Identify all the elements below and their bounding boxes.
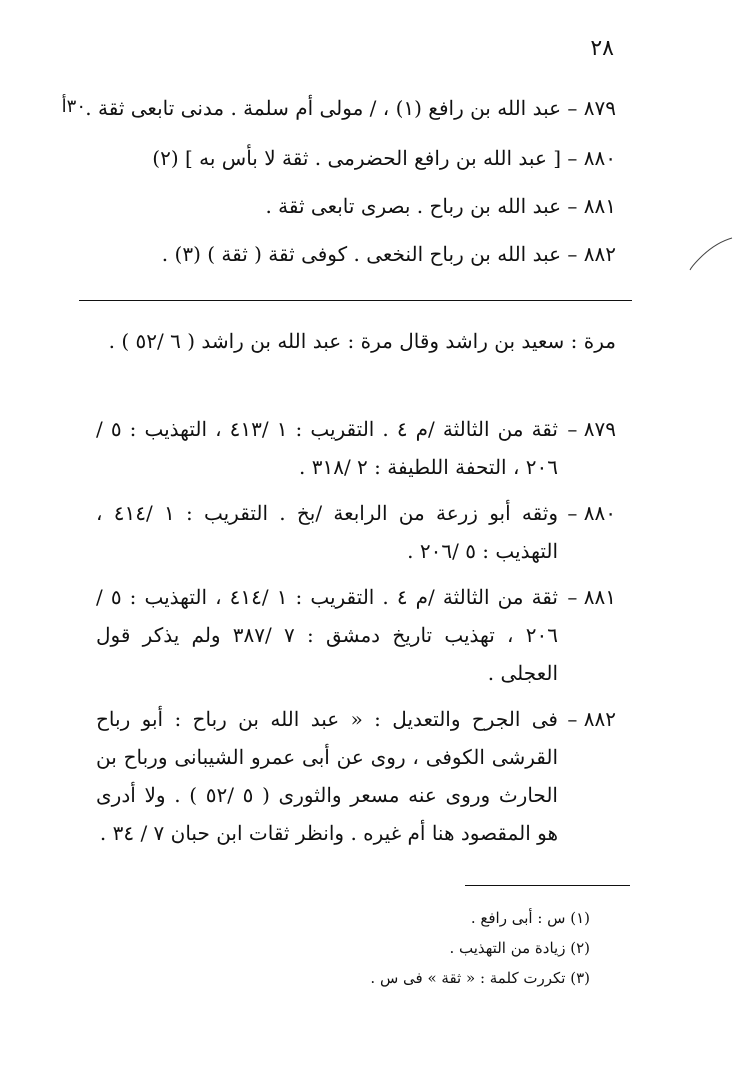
margin-folio-note: ٣٠أ xyxy=(61,96,86,117)
note-2: (٢) زيادة من التهذيب . xyxy=(449,939,590,957)
footnote-number: ٨٨١ – xyxy=(567,585,616,609)
page-number: ٢٨ xyxy=(590,36,614,61)
entry-879: ٨٧٩ – عبد الله بن رافع (١) ، / مولى أم سلمة . مدنى تابعى ثقة . xyxy=(85,96,616,120)
footnote-number: ٨٧٩ – xyxy=(567,417,616,441)
note-3: (٣) تكررت كلمة : « ثقة » فى س . xyxy=(370,969,590,987)
entry-880: ٨٨٠ – [ عبد الله بن رافع الحضرمى . ثقة لا بأس به ] (٢) xyxy=(152,146,616,170)
footnote-text: فى الجرح والتعديل : « عبد الله بن رباح : أبو رباح القرشى الكوفى ، روى عن أبى عمرو الشيبانى ورباح بن الحارث وروى عنه مسعر والثورى ( ٥ /٥٢ ) . ولا أدرى هو المقصود هنا أم غيره . وانظر ثقات ابن حبان ٧ / ٣٤ . xyxy=(96,707,558,845)
footnote-continuation xyxy=(96,322,616,360)
note-1: (١) س : أبى رافع . xyxy=(470,909,590,927)
entry-882: ٨٨٢ – عبد الله بن رباح النخعى . كوفى ثقة ( ثقة ) (٣) . xyxy=(161,242,616,266)
entry-881: ٨٨١ – عبد الله بن رباح . بصرى تابعى ثقة . xyxy=(265,194,616,218)
footnote-text: ثقة من الثالثة /م ٤ . التقريب : ١ /٤١٣ ، التهذيب : ٥ /٢٠٦ ، التحفة اللطيفة : ٢ /٣١٨ . xyxy=(96,417,558,479)
footnote-text: وثقه أبو زرعة من الرابعة /بخ . التقريب : ١ /٤١٤ ، التهذيب : ٥ /٢٠٦ . xyxy=(96,501,558,563)
margin-pen-mark xyxy=(688,236,734,272)
footnote-882 xyxy=(96,700,616,852)
main-footnote-divider xyxy=(79,300,632,301)
notes-divider xyxy=(465,885,630,886)
footnote-881 xyxy=(96,578,616,692)
footnote-text: ثقة من الثالثة /م ٤ . التقريب : ١ /٤١٤ ، التهذيب : ٥ /٢٠٦ ، تهذيب تاريخ دمشق : ٧ /٣٨٧ ولم يذكر قول العجلى . xyxy=(96,585,558,685)
footnote-880 xyxy=(96,494,616,570)
footnote-879 xyxy=(96,410,616,486)
footnote-number: ٨٨٢ – xyxy=(567,707,616,731)
footnote-number: ٨٨٠ – xyxy=(567,501,616,525)
footnote-text: مرة : سعيد بن راشد وقال مرة : عبد الله بن راشد ( ٦ /٥٢ ) . xyxy=(108,329,616,353)
